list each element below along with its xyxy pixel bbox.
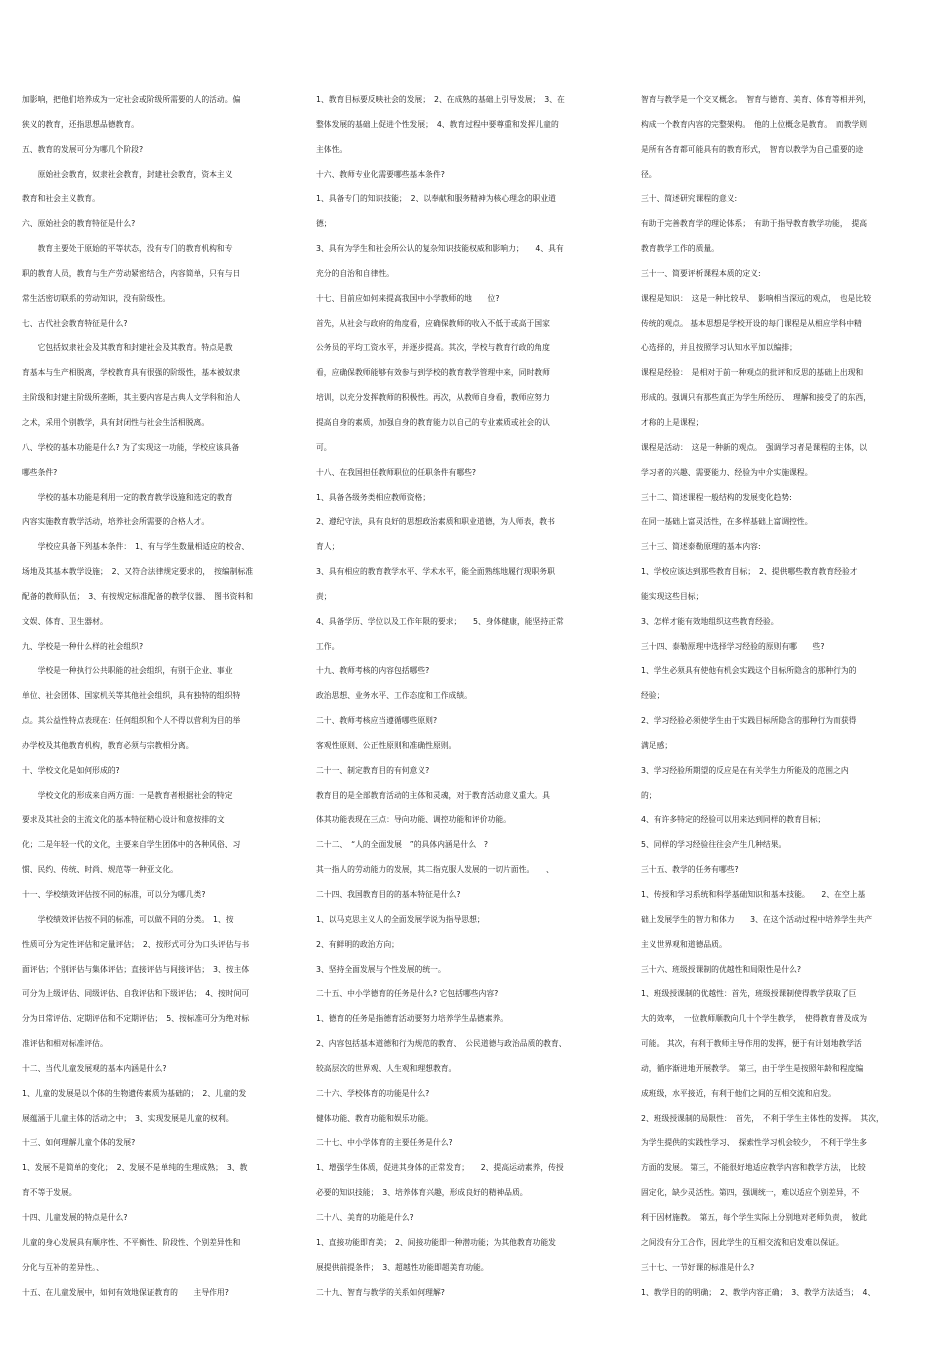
text-line: 2、班级授课制的局限性： 首先， 不利于学生主体性的发挥。 其次， (641, 1113, 884, 1123)
text-line: 十三、如何理解儿童个体的发展? (22, 1138, 136, 1148)
text-line: 教育目的是全部教育活动的主体和灵魂，对于教育活动意义重大。具 (316, 790, 550, 800)
text-line: 2、有鲜明的政治方向； (316, 939, 399, 949)
text-line: 才称的上是课程； (641, 417, 704, 427)
text-line: 育不等于发展。 (22, 1188, 77, 1198)
text-line: 4、具备学历、学位以及工作年限的要求； 5、身体健康，能坚持正常 (316, 616, 564, 626)
text-column-middle (316, 88, 630, 1305)
text-line: 5、同样的学习经验往往会产生几种结果。 (641, 840, 787, 850)
text-line: 二十五、中小学德育的任务是什么? 它包括哪些内容? (316, 989, 499, 999)
text-line: 学校应具备下列基本条件： 1、有与学生数量相适应的校舍、 (22, 542, 250, 552)
text-line: 八、学校的基本功能是什么? 为了实现这一功能，学校应该具备 (22, 442, 240, 452)
text-line: 在同一基础上富灵活性，在多样基础上富调控性。 (641, 517, 813, 527)
text-line: 配备的教师队伍； 3、有按规定标准配备的教学仪器、 图书资料和 (22, 591, 254, 601)
text-line: 学校文化的形成来自两方面：一是教育者根据社会的特定 (22, 790, 233, 800)
text-line: 准评估和相对标准评估。 (22, 1039, 108, 1049)
text-line: 十六、教师专业化需要哪些基本条件? (316, 169, 445, 179)
text-line: 二十、教师考核应当遵循哪些原则? (316, 716, 438, 726)
text-line: 经验； (641, 691, 665, 701)
text-line: 狭义的教育，还指思想品德教育。 (22, 119, 139, 129)
text-line: 1、学校应该达到那些教育目标； 2、提供哪些教育教育经验才 (641, 567, 858, 577)
text-line: 十、学校文化是如何形成的? (22, 765, 120, 775)
text-line: 可。 (316, 442, 332, 452)
text-line: 之术，采用个别教学，具有封闭性与社会生活相脱离。 (22, 417, 210, 427)
text-line: 方面的发展。 第三，不能很好地适应教学内容和教学方法， 比较 (641, 1163, 866, 1173)
text-line: 客观性原则、公正性原则和准确性原则。 (316, 740, 457, 750)
text-line: 教育和社会主义教育。 (22, 194, 100, 204)
text-line: 3、具有相应的教育教学水平、学术水平，能全面熟练地履行现职务职 (316, 567, 555, 577)
text-line: 1、德育的任务是指德育活动要努力培养学生品德素养。 (316, 1014, 509, 1024)
text-line: 二十九、智育与教学的关系如何理解? (316, 1287, 445, 1297)
text-line: 学校是一种执行公共职能的社会组织，有别于企业、事业 (22, 666, 233, 676)
text-line: 课程是知识： 这是一种比较早、 影响相当深远的观点， 也是比较 (641, 293, 871, 303)
text-line: 之间没有分工合作，因此学生的互相交流和启发难以保证。 (641, 1237, 844, 1247)
text-line: 要求及其社会的主流文化的基本特征精心设计和意按排的文 (22, 815, 225, 825)
text-line: 三十一、简要评析课程本质的定义: (641, 268, 761, 278)
text-line: 内容实施教育教学活动，培养社会所需要的合格人才。 (22, 517, 210, 527)
text-line: 培训，以充分发挥教师的积极性。再次，从教师自身看，教师应努力 (316, 393, 550, 403)
text-line: 六、原始社会的教育特征是什么? (22, 219, 136, 229)
text-line: 1、增强学生体质，促进其身体的正常发育； 2、提高运动素养，传授 (316, 1163, 564, 1173)
text-line: 原始社会教育，奴隶社会教育，封建社会教育，资本主义 (22, 169, 233, 179)
text-line: 径。 (641, 169, 657, 179)
text-line: 常生活密切联系的劳动知识，没有阶级性。 (22, 293, 171, 303)
text-line: 分化与互补的差异性。、 (22, 1262, 104, 1272)
text-line: 体其功能表现在三点：导向功能、调控功能和评价功能。 (316, 815, 511, 825)
text-line: 办学校及其他教育机构，教育必须与宗教相分离。 (22, 740, 194, 750)
text-line: 十二、当代儿童发展观的基本内涵是什么? (22, 1063, 167, 1073)
text-line: 传统的观点。 基本思想是学校开设的每门课程是从相应学科中精 (641, 318, 862, 328)
text-line: 十五、在儿童发展中，如何有效地保证教育的 主导作用? (22, 1287, 229, 1297)
text-line: 三十六、班级授课制的优越性和局限性是什么? (641, 964, 802, 974)
text-line: 1、教学目的的明确； 2、教学内容正确； 3、教学方法适当； 4、 (641, 1287, 876, 1297)
text-line: 1、具备专门的知识技能； 2、以奉献和服务精神为核心理念的职业道 (316, 194, 556, 204)
text-line: 十一、学校绩效评估按不同的标准，可以分为哪几类? (22, 890, 206, 899)
text-line: 提高自身的素质，加强自身的教育能力以自己的专业素质或社会的认 (316, 417, 550, 427)
text-line: 教育教学工作的质量。 (641, 244, 719, 254)
text-line: 动，循序渐进地开展教学。 第三，由于学生是按照年龄和程度编 (641, 1063, 864, 1073)
text-line: 学习者的兴趣、需要能力、经验为中介实施课程。 (641, 467, 813, 477)
text-line: 工作。 (316, 641, 340, 651)
text-line: 必要的知识技能； 3、培养体育兴趣，形成良好的精神品质。 (316, 1188, 528, 1198)
text-line: 1、教育目标要反映社会的发展； 2、在成熟的基础上引导发展； 3、在 (316, 95, 565, 104)
text-line: 二十一、制定教育目的有何意义? (316, 765, 430, 775)
text-line: 较高层次的世界观、人生观和理想教育。 (316, 1063, 457, 1073)
text-line: 惯、民约、传统、时尚、规范等一种亚文化。 (22, 865, 178, 875)
text-line: 育基本与生产相脱离，学校教育具有很强的阶级性，基本被奴隶 (22, 368, 241, 378)
text-line: 二十七、中小学体育的主要任务是什么? (316, 1138, 453, 1148)
text-line: 1、具备各级务类相应教师资格； (316, 492, 431, 502)
text-line: 十四、儿童发展的特点是什么? (22, 1212, 128, 1222)
text-line: 利于因材施教。 第五，每个学生实际上分别地对老师负责， 彼此 (641, 1212, 868, 1222)
text-line: 职的教育人员，教育与生产劳动紧密结合，内容简单，只有与日 (22, 268, 241, 278)
text-line: 三十五、教学的任务有哪些? (641, 865, 739, 875)
text-line: 1、发展不是简单的变化； 2、发展不是单纯的生理成熟； 3、教 (22, 1163, 248, 1173)
text-line: 有助于完善教育学的理论体系； 有助于指导教育教学功能， 提高 (641, 219, 868, 229)
text-line: 3、怎样才能有效地组织这些教育经验。 (641, 616, 779, 626)
text-line: 健体功能、教育功能和娱乐功能。 (316, 1113, 433, 1123)
text-line: 主阶级和封建主阶级所垄断，其主要内容是古典人文学科和治人 (22, 393, 241, 403)
text-line: 能实现这些目标； (641, 591, 704, 601)
text-line: 儿童的身心发展具有顺序性、不平衡性、阶段性、个别差异性和 (22, 1237, 241, 1247)
text-line: 2、遵纪守法，具有良好的思想政治素质和职业道德，为人师表，教书 (316, 517, 555, 527)
text-line: 学校绩效评估按不同的标准，可以做不同的分类。 1、按 (22, 914, 234, 924)
text-line: 形成的。强调只有那些真正为学生所经历、 理解和接受了的东西， (641, 393, 872, 403)
text-line: 教育主要处于原始的平等状态，没有专门的教育机构和专 (22, 244, 233, 254)
text-line: 1、儿童的发展是以个体的生物遗传素质为基础的； 2、儿童的发 (22, 1088, 247, 1098)
text-line: 面评估；个别评估与集体评估；直接评估与间接评估； 3、按主体 (22, 964, 250, 974)
text-line: 构成一个教育内容的完整架构。 他的上位概念是教育。 而教学则 (641, 119, 868, 129)
text-line: 心选择的，并且按照学习认知水平加以编排； (641, 343, 797, 353)
text-line: 1、以马克思主义人的全面发展学说为指导思想； (316, 914, 485, 924)
text-line: 满足感； (641, 740, 673, 750)
text-line: 4、有许多特定的经验可以用来达到同样的教育目标； (641, 815, 826, 825)
text-line: 三十三、简述泰勒原理的基本内容: (641, 542, 761, 552)
text-line: 九、学校是一种什么样的社会组织? (22, 641, 144, 651)
text-line: 化；二是年轻一代的文化，主要来自学生团体中的各种风俗、习 (22, 840, 241, 850)
text-line: 2、学习经验必须使学生由于实践目标所隐含的那种行为而获得 (641, 716, 857, 726)
text-line: 分为日常评估、定期评估和不定期评估； 5、按标准可分为绝对标 (22, 1014, 250, 1024)
text-line: 1、直接功能即育美； 2、间接功能即一种潜功能；为其他教育功能发 (316, 1237, 556, 1247)
text-line: 十九、教师考核的内容包括哪些? (316, 666, 430, 676)
text-line: 学校的基本功能是利用一定的教育教学设施和选定的教育 (22, 492, 233, 502)
text-line: 十七、目前应如何来提高我国中小学教师的地 位? (316, 293, 500, 303)
text-line: 整体发展的基础上促进个性发展； 4、教育过程中要尊重和发挥儿童的 (316, 119, 559, 129)
text-line: 2、内容包括基本道德和行为规范的教育、 公民道德与政治品质的教育、 (316, 1039, 567, 1049)
text-line: 二十二、 “人的全面发展 ”的具体内涵是什么 ? (316, 840, 489, 850)
text-line: 政治思想、业务水平、工作态度和工作成绩。 (316, 691, 472, 701)
text-line: 成班级，水平接近，有利于他们之间的互相交流和启发。 (641, 1088, 836, 1098)
text-line: 三十、简述研究课程的意义: (641, 194, 738, 204)
text-line: 二十六、学校体育的功能是什么? (316, 1088, 430, 1098)
text-line: 点。其公益性特点表现在：任何组织和个人不得以营利为目的举 (22, 716, 241, 726)
text-line: 哪些条件? (22, 467, 58, 477)
text-column-left (22, 88, 308, 1305)
text-line: 它包括奴隶社会及其教育和封建社会及其教育。特点是教 (22, 343, 233, 353)
text-line: 其一指人的劳动能力的发展，其二指克服人发展的一切片面性。 、 (316, 865, 554, 875)
text-line: 三十七、一节好课的标准是什么? (641, 1262, 755, 1272)
text-line: 大的效率， 一位教师顺教向几十个学生教学， 使得教育普及成为 (641, 1014, 868, 1024)
text-line: 展提供前提条件； 3、超越性功能即超美育功能。 (316, 1262, 489, 1272)
text-line: 德； (316, 219, 332, 229)
text-line: 可分为上级评估、同级评估、自我评估和下级评估； 4、按时间可 (22, 989, 250, 999)
text-line: 3、坚持全面发展与个性发展的统一。 (316, 964, 446, 974)
text-line: 十八、在我国担任教师职位的任职条件有哪些? (316, 467, 477, 477)
text-line: 七、古代社会教育特征是什么? (22, 318, 128, 328)
text-line: 可能。 其次，有利于教师主导作用的发挥，便于有计划地教学活 (641, 1039, 862, 1049)
text-line: 五、教育的发展可分为哪几个阶段? (22, 144, 144, 154)
text-line: 充分的自治和自律性。 (316, 268, 394, 278)
text-line: 加影响，把他们培养成为一定社会或阶级所需要的人的活动。偏 (22, 95, 241, 104)
text-line: 育人； (316, 542, 340, 552)
text-line: 主义世界观和道德品质。 (641, 939, 727, 949)
text-line: 课程是活动： 这是一种新的观点。 强调学习者是课程的主体，以 (641, 442, 868, 452)
text-line: 主体性。 (316, 144, 348, 154)
text-line: 1、学生必须具有使他有机会实践这个目标所隐含的那种行为的 (641, 666, 857, 676)
text-line: 单位、社会团体、国家机关等其他社会组织，具有独特的组织特 (22, 691, 241, 701)
text-line: 场地及其基本教学设施； 2、又符合法律规定要求的， 按编制标准 (22, 567, 254, 577)
text-line: 为学生提供的实践性学习、 探索性学习机会较少， 不利于学生多 (641, 1138, 868, 1148)
text-line: 课程是经验： 是相对于前一种观点的批评和反思的基础上出现和 (641, 368, 864, 378)
text-line: 三十二、简述课程一般结构的发展变化趋势: (641, 492, 792, 502)
text-line: 首先，从社会与政府的角度看，应确保教师的收入不低于或高于国家 (316, 318, 550, 328)
text-line: 1、传授和学习系统和科学基础知识和基本技能。 2、在空上基 (641, 890, 866, 899)
text-line: 展蕴涵于儿童主体的活动之中； 3、实现发展是儿童的权利。 (22, 1113, 234, 1123)
text-line: 的； (641, 790, 657, 800)
text-line: 文娱、体育、卫生器材。 (22, 616, 108, 626)
text-line: 础上发展学生的智力和体力 3、在这个活动过程中培养学生共产 (641, 914, 873, 924)
text-column-right (641, 88, 933, 1305)
text-line: 三十四、泰勒原理中选择学习经验的原则有哪 些? (641, 641, 825, 651)
text-line: 责； (316, 591, 332, 601)
text-line: 3、学习经验所期望的反应是在有关学生力所能及的范围之内 (641, 765, 849, 775)
text-line: 固定化，缺少灵活性。第四，强调统一，难以适应个别差异，不 (641, 1188, 860, 1198)
text-line: 公务员的平均工资水平，并逐步提高。其次，学校与教育行政的角度 (316, 343, 550, 353)
text-line: 是所有各育都可能具有的教育形式， 智育以教学为自己重要的途 (641, 144, 864, 154)
text-line: 1、班级授课制的优越性：首先，班级授课制使得教学获取了巨 (641, 989, 857, 999)
text-line: 二十八、美育的功能是什么? (316, 1212, 414, 1222)
text-line: 看，应确保教师能够有效参与到学校的教育教学管理中来，同时教师 (316, 368, 550, 378)
text-line: 二十四、我国教育目的的基本特征是什么? (316, 890, 461, 899)
text-line: 3、具有为学生和社会所公认的复杂知识技能权威和影响力； 4、具有 (316, 244, 564, 254)
text-line: 性质可分为定性评估和定量评估； 2、按形式可分为口头评估与书 (22, 939, 250, 949)
text-line: 智育与教学是一个交叉概念。 智育与德育、美育、体育等相并列， (641, 95, 872, 104)
